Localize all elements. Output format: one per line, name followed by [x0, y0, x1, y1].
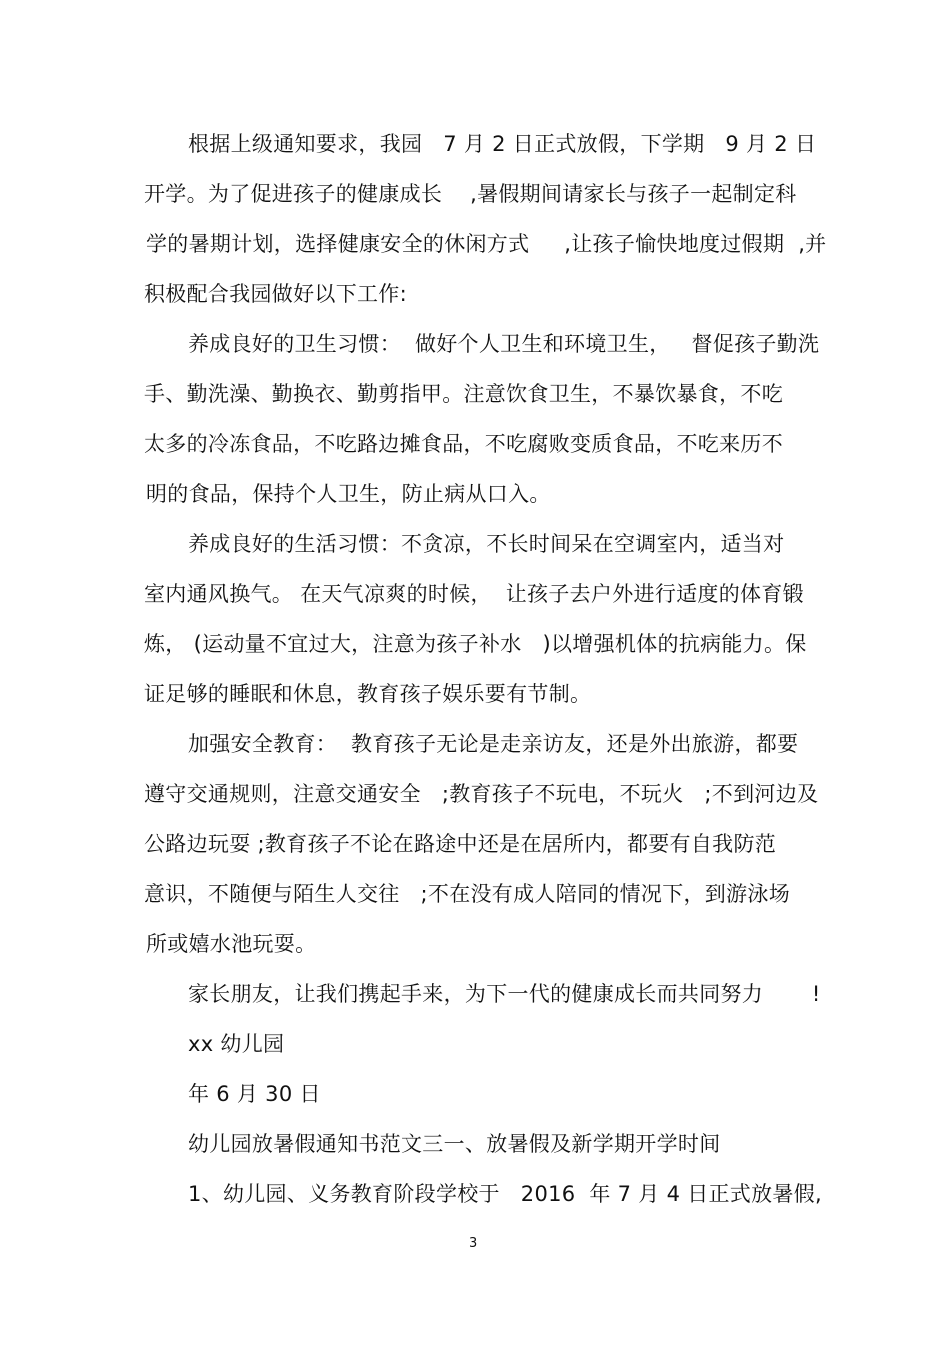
section-heading: 幼儿园放暑假通知书范文三一、放暑假及新学期开学时间	[188, 1132, 721, 1156]
signature-date: 年 6 月 30 日	[188, 1082, 321, 1106]
text-line: 养成良好的卫生习惯： 做好个人卫生和环境卫生， 督促孩子勤洗	[188, 332, 820, 356]
text-line: 养成良好的生活习惯：不贪凉，不长时间呆在空调室内，适当对	[188, 532, 785, 556]
text-line: 根据上级通知要求，我园 7 月 2 日正式放假，下学期 9 月 2 日	[188, 132, 817, 156]
text-line: 开学。为了促进孩子的健康成长 ,暑假期间请家长与孩子一起制定科	[144, 182, 797, 206]
text-line: 太多的冷冻食品，不吃路边摊食品，不吃腐败变质食品，不吃来历不	[144, 432, 783, 456]
text-line: 家长朋友，让我们携起手来，为下一代的健康成长而共同努力 !	[188, 982, 821, 1006]
text-line: 学的暑期计划，选择健康安全的休闲方式 ,让孩子愉快地度过假期 ,并	[146, 232, 827, 256]
text-line: 公路边玩耍 ;教育孩子不论在路途中还是在居所内，都要有自我防范	[144, 832, 777, 856]
text-line: 手、勤洗澡、勤换衣、勤剪指甲。注意饮食卫生，不暴饮暴食，不吃	[144, 382, 783, 406]
text-line: 积极配合我园做好以下工作:	[144, 282, 407, 306]
text-line: 证足够的睡眠和休息，教育孩子娱乐要有节制。	[144, 682, 592, 706]
text-line: 炼， (运动量不宜过大，注意为孩子补水 )以增强机体的抗病能力。保	[144, 632, 807, 656]
page-number: 3	[469, 1236, 478, 1251]
text-line: 室内通风换气。 在天气凉爽的时候， 让孩子去户外进行适度的体育锻	[144, 582, 804, 606]
text-line: 明的食品，保持个人卫生，防止病从口入。	[146, 482, 551, 506]
text-line: 加强安全教育： 教育孩子无论是走亲访友，还是外出旅游，都要	[188, 732, 799, 756]
text-line: 1、幼儿园、义务教育阶段学校于 2016 年 7 月 4 日正式放暑假,	[188, 1182, 822, 1206]
text-line: 遵守交通规则，注意交通安全 ;教育孩子不玩电，不玩火 ;不到河边及	[144, 782, 819, 806]
text-line: 意识，不随便与陌生人交往 ;不在没有成人陪同的情况下，到游泳场	[144, 882, 790, 906]
signature-organization: xx 幼儿园	[188, 1032, 285, 1056]
text-line: 所或嬉水池玩耍。	[146, 932, 317, 956]
